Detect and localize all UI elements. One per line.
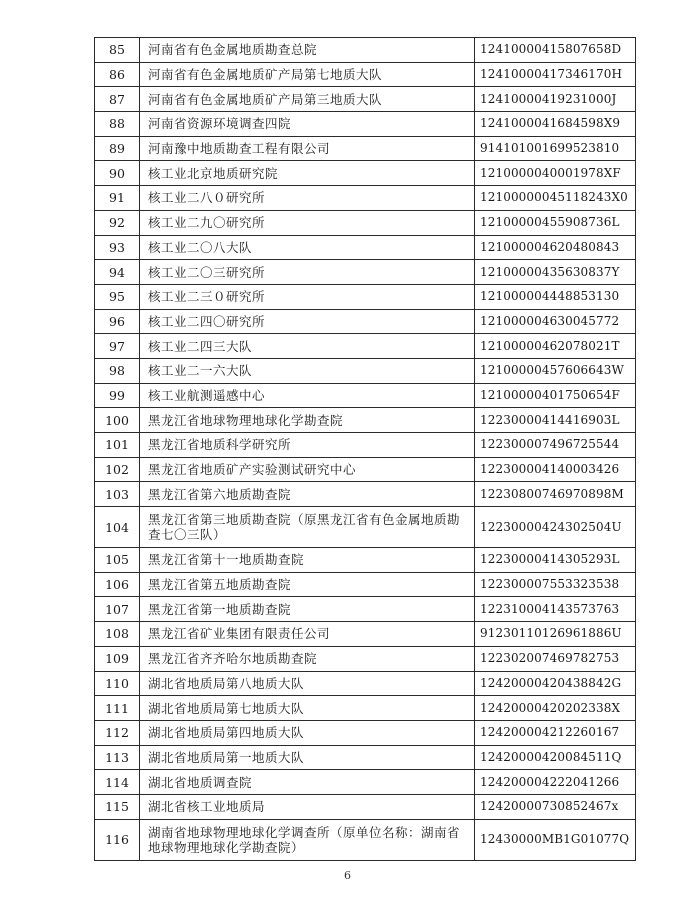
- organization-name: 河南省有色金属地质勘查总院: [140, 38, 475, 63]
- organization-name: 黑龙江省第五地质勘查院: [140, 572, 475, 597]
- credit-code: 12100000457606643W: [475, 358, 636, 383]
- organization-name: 核工业二四〇研究所: [140, 309, 475, 334]
- row-number: 114: [95, 770, 140, 795]
- organization-name: 黑龙江省地质科学研究所: [140, 433, 475, 458]
- table-row: [95, 720, 636, 745]
- table-row: [95, 433, 636, 458]
- row-number: 101: [95, 433, 140, 458]
- table-row: [95, 770, 636, 795]
- table-row: [95, 622, 636, 647]
- row-number: 94: [95, 260, 140, 285]
- row-number: 97: [95, 334, 140, 359]
- organization-name: 黑龙江省第三地质勘查院（原黑龙江省有色金属地质勘查七〇三队）: [140, 507, 475, 548]
- row-number: 106: [95, 572, 140, 597]
- credit-code: 12230000424302504U: [475, 507, 636, 548]
- credit-code: 12420000420202338X: [475, 696, 636, 721]
- table-row: [95, 62, 636, 87]
- credit-code: 121000004448853130: [475, 284, 636, 309]
- row-number: 116: [95, 819, 140, 860]
- credit-code: 12420000420084511Q: [475, 745, 636, 770]
- table-row: [95, 457, 636, 482]
- row-number: 102: [95, 457, 140, 482]
- organization-name: 核工业二九〇研究所: [140, 210, 475, 235]
- table-row: [95, 334, 636, 359]
- organization-name: 湖北省地质局第一地质大队: [140, 745, 475, 770]
- credit-code: 12100000435630837Y: [475, 260, 636, 285]
- organization-name: 黑龙江省齐齐哈尔地质勘查院: [140, 646, 475, 671]
- organization-name: 湖北省核工业地质局: [140, 794, 475, 819]
- table-row: [95, 548, 636, 573]
- credit-code: 121000004630045772: [475, 309, 636, 334]
- credit-code: 12420000420438842G: [475, 671, 636, 696]
- row-number: 93: [95, 235, 140, 260]
- row-number: 85: [95, 38, 140, 63]
- organization-name: 湖北省地质局第八地质大队: [140, 671, 475, 696]
- credit-code: 122310004143573763: [475, 597, 636, 622]
- credit-code: 122302007469782753: [475, 646, 636, 671]
- row-number: 96: [95, 309, 140, 334]
- credit-code: 12100000462078021T: [475, 334, 636, 359]
- row-number: 87: [95, 87, 140, 112]
- organization-name: 河南省有色金属地质矿产局第三地质大队: [140, 87, 475, 112]
- credit-code: 121000004620480843: [475, 235, 636, 260]
- organization-name: 湖北省地质调查院: [140, 770, 475, 795]
- row-number: 105: [95, 548, 140, 573]
- table-row: [95, 112, 636, 137]
- credit-code: 124200004222041266: [475, 770, 636, 795]
- table-row: [95, 38, 636, 63]
- organization-name: 核工业二一六大队: [140, 358, 475, 383]
- credit-code: 12410000419231000J: [475, 87, 636, 112]
- credit-code: 12100000455908736L: [475, 210, 636, 235]
- row-number: 109: [95, 646, 140, 671]
- organization-name: 黑龙江省地球物理地球化学勘查院: [140, 408, 475, 433]
- row-number: 95: [95, 284, 140, 309]
- row-number: 104: [95, 507, 140, 548]
- credit-code: 122300007496725544: [475, 433, 636, 458]
- credit-code: 12230000414416903L: [475, 408, 636, 433]
- row-number: 107: [95, 597, 140, 622]
- organization-name: 核工业二〇八大队: [140, 235, 475, 260]
- table-row: [95, 383, 636, 408]
- organization-name: 黑龙江省第六地质勘查院: [140, 482, 475, 507]
- organization-name: 黑龙江省第一地质勘查院: [140, 597, 475, 622]
- row-number: 100: [95, 408, 140, 433]
- credit-code: 12230800746970898M: [475, 482, 636, 507]
- table-row: [95, 210, 636, 235]
- table-row: [95, 161, 636, 186]
- organization-name: 湖南省地球物理地球化学调查所（原单位名称：湖南省地球物理地球化学勘查院）: [140, 819, 475, 860]
- row-number: 92: [95, 210, 140, 235]
- row-number: 88: [95, 112, 140, 137]
- credit-code: 1241000041684598X9: [475, 112, 636, 137]
- row-number: 98: [95, 358, 140, 383]
- organization-name: 核工业二四三大队: [140, 334, 475, 359]
- table-row: [95, 597, 636, 622]
- row-number: 108: [95, 622, 140, 647]
- organization-name: 河南豫中地质勘查工程有限公司: [140, 136, 475, 161]
- row-number: 115: [95, 794, 140, 819]
- row-number: 113: [95, 745, 140, 770]
- organization-name: 核工业二三０研究所: [140, 284, 475, 309]
- table-row: [95, 572, 636, 597]
- table-row: [95, 136, 636, 161]
- credit-code: 12410000415807658D: [475, 38, 636, 63]
- row-number: 90: [95, 161, 140, 186]
- organization-name: 河南省资源环境调查四院: [140, 112, 475, 137]
- organization-name: 核工业航测遥感中心: [140, 383, 475, 408]
- credit-code: 122300004140003426: [475, 457, 636, 482]
- table-row: [95, 358, 636, 383]
- table-row: [95, 745, 636, 770]
- table-row: [95, 408, 636, 433]
- table-row: [95, 819, 636, 860]
- table-row: [95, 186, 636, 211]
- organization-name: 核工业北京地质研究院: [140, 161, 475, 186]
- organization-name: 黑龙江省地质矿产实验测试研究中心: [140, 457, 475, 482]
- organization-name: 核工业二八０研究所: [140, 186, 475, 211]
- credit-code: 12230000414305293L: [475, 548, 636, 573]
- table-row: [95, 87, 636, 112]
- credit-code: 12410000417346170H: [475, 62, 636, 87]
- table-row: [95, 482, 636, 507]
- table-row: [95, 671, 636, 696]
- table-row: [95, 235, 636, 260]
- registry-table: [94, 37, 636, 861]
- table-row: [95, 507, 636, 548]
- credit-code: 12100000401750654F: [475, 383, 636, 408]
- table-row: [95, 309, 636, 334]
- page-number: 6: [344, 869, 351, 882]
- row-number: 112: [95, 720, 140, 745]
- table-row: [95, 646, 636, 671]
- credit-code: 1210000040001978XF: [475, 161, 636, 186]
- credit-code: 122300007553323538: [475, 572, 636, 597]
- organization-name: 湖北省地质局第四地质大队: [140, 720, 475, 745]
- credit-code: 91230110126961886U: [475, 622, 636, 647]
- organization-name: 黑龙江省矿业集团有限责任公司: [140, 622, 475, 647]
- row-number: 91: [95, 186, 140, 211]
- credit-code: 914101001699523810: [475, 136, 636, 161]
- credit-code: 12100000045118243X0: [475, 186, 636, 211]
- table-row: [95, 260, 636, 285]
- row-number: 89: [95, 136, 140, 161]
- table-row: [95, 696, 636, 721]
- table-row: [95, 794, 636, 819]
- organization-name: 黑龙江省第十一地质勘查院: [140, 548, 475, 573]
- organization-name: 河南省有色金属地质矿产局第七地质大队: [140, 62, 475, 87]
- credit-code: 12430000MB1G01077Q: [475, 819, 636, 860]
- row-number: 110: [95, 671, 140, 696]
- row-number: 99: [95, 383, 140, 408]
- row-number: 86: [95, 62, 140, 87]
- organization-name: 湖北省地质局第七地质大队: [140, 696, 475, 721]
- credit-code: 124200004212260167: [475, 720, 636, 745]
- organization-name: 核工业二〇三研究所: [140, 260, 475, 285]
- table-row: [95, 284, 636, 309]
- credit-code: 12420000730852467x: [475, 794, 636, 819]
- row-number: 111: [95, 696, 140, 721]
- row-number: 103: [95, 482, 140, 507]
- registry-table-body: [95, 38, 636, 861]
